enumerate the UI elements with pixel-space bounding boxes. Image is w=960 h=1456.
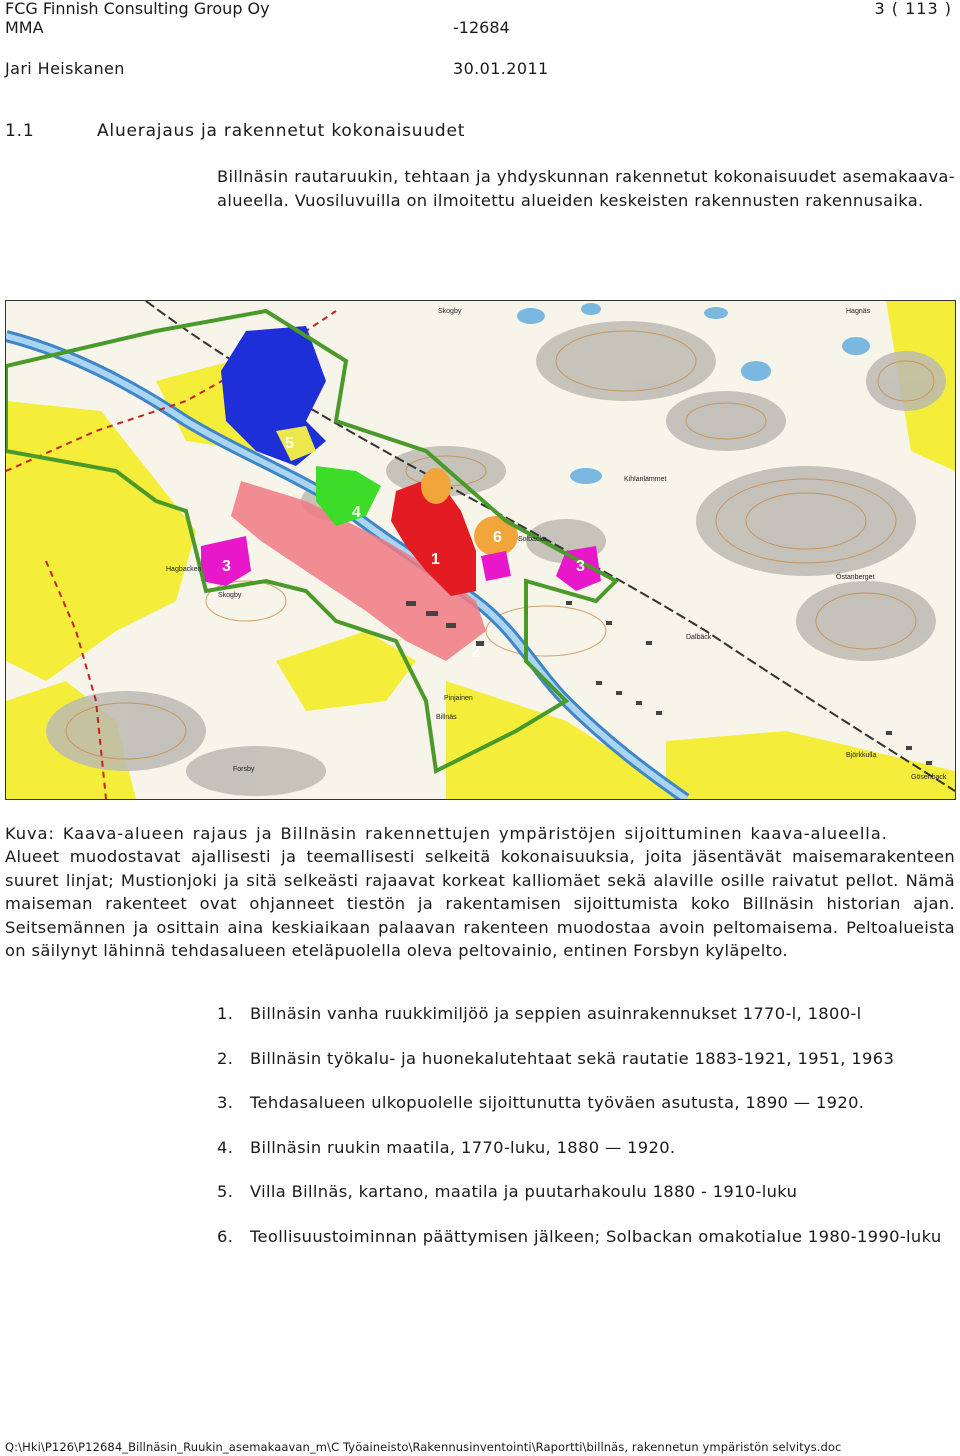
area-label-5: 5 xyxy=(285,435,294,452)
list-item-number: 2. xyxy=(217,1048,234,1068)
list-item xyxy=(217,1047,955,1071)
file-path-footer: Q:\Hki\P126\P12684_Billnäsin_Ruukin_asemakaavan_m\C Työaineisto\Rakennusinventointi\Raportti\billnäs, rakennetun ympäristön selvitys.doc xyxy=(5,1440,842,1454)
svg-text:Pinjainen: Pinjainen xyxy=(444,695,473,702)
list-item-text: Teollisuustoiminnan päättymisen jälkeen; Solbackan omakotialue 1980-1990-luku xyxy=(250,1226,942,1246)
area-6b xyxy=(421,468,451,504)
list-item-text: Billnäsin vanha ruukkimiljöö ja seppien asuinrakennukset 1770-l, 1800-l xyxy=(250,1004,862,1023)
list-item-number: 5. xyxy=(217,1182,234,1201)
svg-text:Billnäs: Billnäs xyxy=(436,714,457,721)
svg-text:Dalbäck: Dalbäck xyxy=(686,634,712,641)
section-number: 1.1 xyxy=(5,121,35,141)
figure-caption: Kuva: Kaava-alueen rajaus ja Billnäsin rakennettujen ympäristöjen sijoittuminen kaava-alueella. xyxy=(5,824,888,843)
area-label-2: 2 xyxy=(471,644,480,661)
list-item xyxy=(217,1180,955,1204)
section-title: Aluerajaus ja rakennetut kokonaisuudet xyxy=(97,121,466,141)
list-item-number: 3. xyxy=(217,1093,234,1112)
svg-text:Forsby: Forsby xyxy=(233,766,255,773)
area-label-1: 1 xyxy=(431,551,440,568)
svg-text:Skogby: Skogby xyxy=(438,308,462,315)
author: Jari Heiskanen xyxy=(5,59,125,78)
list-item-number: 6. xyxy=(217,1226,234,1246)
list-item-text: Villa Billnäs, kartano, maatila ja puutarhakoulu 1880 - 1910-luku xyxy=(250,1182,798,1201)
page-number: 3 ( 113 ) xyxy=(874,0,952,18)
period-list xyxy=(217,1002,955,1248)
svg-text:Hagnäs: Hagnäs xyxy=(846,308,871,315)
main-paragraph: Alueet muodostavat ajallisesti ja teemallisesti selkeitä kokonaisuuksia, joita jäsentävät maisemarakenteen suuret linjat; Mustionjoki ja sitä selkeästi rajaavat korkeat kalliomäet sekä alaville osille raivatut pellot. Nämä maiseman rakenteet ovat ohjanneet tiestön ja rakentamisen sijoittumista koko Billnäsin historian ajan. Seitsemännen ja osittain aina keskiaikaan palaavan rakenteen muodostaa avoin peltomaisema. Peltoalueista on säilynyt lähinnä tehdasalueen eteläpuolella oleva peltovainio, entinen Forsbyn kyläpelto. xyxy=(5,847,955,960)
svg-text:Skogby: Skogby xyxy=(218,592,242,599)
svg-text:Hagbacken: Hagbacken xyxy=(166,566,202,573)
area-3-mid xyxy=(481,551,511,581)
date: 30.01.2011 xyxy=(453,59,549,78)
area-map-graphic xyxy=(6,301,955,799)
list-item-text: Billnäsin työkalu- ja huonekalutehtaat sekä rautatie 1883-1921, 1951, 1963 xyxy=(250,1048,895,1068)
list-item-text: Billnäsin ruukin maatila, 1770-luku, 1880 — 1920. xyxy=(250,1137,676,1157)
list-item xyxy=(217,1091,955,1115)
area-label-4: 4 xyxy=(352,504,361,521)
area-label-6: 6 xyxy=(493,529,502,546)
svg-text:Björkkulla: Björkkulla xyxy=(846,752,877,759)
area-label-3a: 3 xyxy=(222,558,231,575)
svg-text:Gösenback: Gösenback xyxy=(911,774,947,781)
list-item xyxy=(217,1225,955,1249)
list-item-text: Tehdasalueen ulkopuolelle sijoittunutta työväen asutusta, 1890 — 1920. xyxy=(250,1093,865,1112)
svg-text:Östanberget: Östanberget xyxy=(836,574,875,581)
list-item-number: 1. xyxy=(217,1004,234,1023)
project-prefix: MMA xyxy=(5,18,44,37)
list-item xyxy=(217,1002,955,1026)
area-label-3b: 3 xyxy=(576,558,585,575)
svg-text:Solbacka: Solbacka xyxy=(518,536,547,543)
list-item-number: 4. xyxy=(217,1137,234,1157)
list-item xyxy=(217,1136,955,1160)
svg-text:Kihlanlammet: Kihlanlammet xyxy=(624,476,667,483)
intro-paragraph: Billnäsin rautaruukin, tehtaan ja yhdyskunnan rakennetut kokonaisuudet asemakaava-alueella. Vuosiluvuilla on ilmoitettu alueiden keskeisten rakennusten rakennusaika. xyxy=(217,167,955,210)
project-number: -12684 xyxy=(453,18,510,37)
company-name: FCG Finnish Consulting Group Oy xyxy=(5,0,270,18)
area-map xyxy=(5,300,956,800)
